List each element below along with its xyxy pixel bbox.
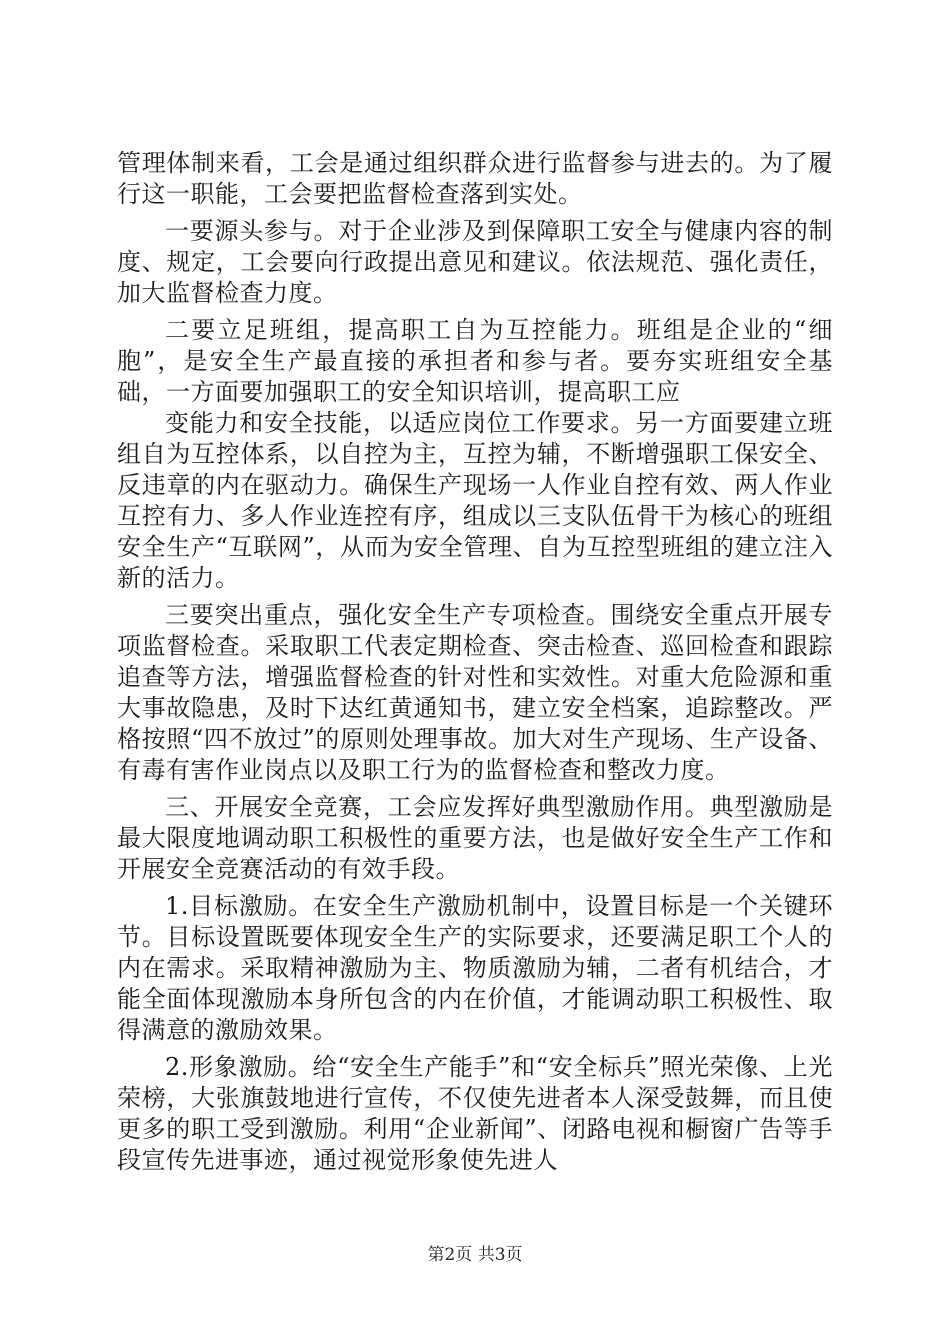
paragraph-image-incentive: 2.形象激励。给“安全生产能手”和“安全标兵”照光荣像、上光荣榜，大张旗鼓地进行宣传，不仅使先进者本人深受鼓舞，而且使更多的职工受到激励。利用“企业新闻”、闭路电视和橱窗广告等手段宣传先进事迹，通过视觉形象使先进人 <box>117 1053 833 1174</box>
paragraph-special-inspection: 三要突出重点，强化安全生产专项检查。围绕安全重点开展专项监督检查。采取职工代表定期检查、突击检查、巡回检查和跟踪追查等方法，增强监督检查的针对性和实效性。对重大危险源和重大事故隐患，及时下达红黄通知书，建立安全档案，追踪整改。严格按照“四不放过”的原则处理事故。加大对生产现场、生产设备、有毒有害作业岗点以及职工行为的监督检查和整改力度。 <box>117 601 833 784</box>
paragraph-safety-competition: 三、开展安全竞赛，工会应发挥好典型激励作用。典型激励是最大限度地调动职工积极性的重要方法，也是做好安全生产工作和开展安全竞赛活动的有效手段。 <box>117 793 833 883</box>
paragraph-team-foundation: 二要立足班组，提高职工自为互控能力。班组是企业的“细胞”，是安全生产最直接的承担者和参与者。要夯实班组安全基础，一方面要加强职工的安全知识培训，提高职工应 <box>117 316 833 406</box>
paragraph-self-control-system: 变能力和安全技能，以适应岗位工作要求。另一方面要建立班组自为互控体系，以自控为主，互控为辅，不断增强职工保安全、反违章的内在驱动力。确保生产现场一人作业自控有效、两人作业互控有力、多人作业连控有序，组成以三支队伍骨干为核心的班组安全生产“互联网”，从而为安全管理、自为互控型班组的建立注入新的活力。 <box>117 409 833 592</box>
paragraph-goal-incentive: 1.目标激励。在安全生产激励机制中，设置目标是一个关键环节。目标设置既要体现安全生产的实际要求，还要满足职工个人的内在需求。采取精神激励为主、物质激励为辅，二者有机结合，才能全面体现激励本身所包含的内在价值，才能调动职工积极性、取得满意的激励效果。 <box>117 892 833 1044</box>
page-number-footer: 第2页 共3页 <box>427 1245 523 1265</box>
paragraph-source-participation: 一要源头参与。对于企业涉及到保障职工安全与健康内容的制度、规定，工会要向行政提出意见和建议。依法规范、强化责任，加大监督检查力度。 <box>117 217 833 307</box>
paragraph-continued-management: 管理体制来看，工会是通过组织群众进行监督参与进去的。为了履行这一职能，工会要把监督检查落到实处。 <box>117 149 833 208</box>
document-body <box>117 148 833 1176</box>
